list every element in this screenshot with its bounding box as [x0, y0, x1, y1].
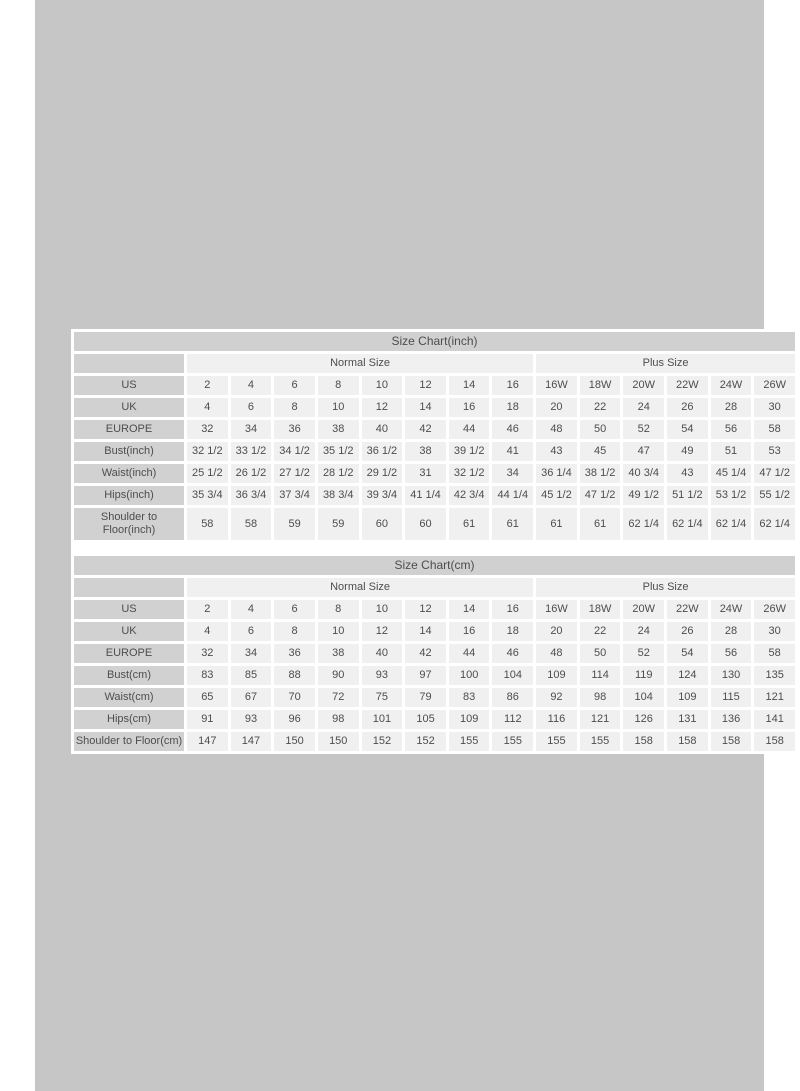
data-cell: 29 1/2 [362, 464, 403, 483]
data-cell: 24 [623, 622, 664, 641]
data-cell: 45 1/2 [536, 486, 577, 505]
data-cell: 38 3/4 [318, 486, 359, 505]
row-label: UK [74, 398, 184, 417]
data-cell: 58 [187, 508, 228, 540]
data-cell: 158 [754, 732, 795, 751]
data-cell: 119 [623, 666, 664, 685]
data-cell: 39 1/2 [449, 442, 490, 461]
data-cell: 91 [187, 710, 228, 729]
data-cell: 26 [667, 622, 708, 641]
data-cell: 4 [231, 600, 272, 619]
data-cell: 61 [492, 508, 533, 540]
data-cell: 83 [449, 688, 490, 707]
data-cell: 155 [580, 732, 621, 751]
data-cell: 158 [711, 732, 752, 751]
data-cell: 16 [449, 398, 490, 417]
data-cell: 70 [274, 688, 315, 707]
data-cell: 90 [318, 666, 359, 685]
row-label: US [74, 600, 184, 619]
data-cell: 43 [536, 442, 577, 461]
data-cell: 12 [405, 600, 446, 619]
data-cell: 38 [318, 420, 359, 439]
data-cell: 48 [536, 644, 577, 663]
data-cell: 62 1/4 [623, 508, 664, 540]
data-cell: 121 [580, 710, 621, 729]
data-cell: 49 [667, 442, 708, 461]
data-cell: 2 [187, 600, 228, 619]
row-label: Waist(inch) [74, 464, 184, 483]
data-cell: 36 1/4 [536, 464, 577, 483]
data-cell: 24W [711, 600, 752, 619]
data-cell: 42 [405, 420, 446, 439]
data-cell: 34 [492, 464, 533, 483]
corner-cell [74, 354, 184, 373]
data-cell: 155 [449, 732, 490, 751]
data-cell: 93 [362, 666, 403, 685]
data-cell: 40 3/4 [623, 464, 664, 483]
data-cell: 18 [492, 398, 533, 417]
table-row [74, 710, 795, 729]
data-cell: 53 [754, 442, 795, 461]
group-header-normal-size: Normal Size [187, 354, 533, 373]
data-cell: 12 [362, 622, 403, 641]
data-cell: 135 [754, 666, 795, 685]
data-cell: 35 3/4 [187, 486, 228, 505]
data-cell: 72 [318, 688, 359, 707]
data-cell: 16 [449, 622, 490, 641]
data-cell: 114 [580, 666, 621, 685]
size-chart-cm-table [71, 553, 798, 754]
data-cell: 22W [667, 376, 708, 395]
data-cell: 43 [667, 464, 708, 483]
data-cell: 112 [492, 710, 533, 729]
data-cell: 38 [405, 442, 446, 461]
data-cell: 62 1/4 [667, 508, 708, 540]
data-cell: 50 [580, 644, 621, 663]
group-header-row [74, 578, 795, 597]
data-cell: 104 [492, 666, 533, 685]
data-cell: 8 [318, 376, 359, 395]
data-cell: 40 [362, 420, 403, 439]
data-cell: 47 1/2 [754, 464, 795, 483]
data-cell: 116 [536, 710, 577, 729]
data-cell: 12 [405, 376, 446, 395]
data-cell: 14 [405, 398, 446, 417]
data-cell: 83 [187, 666, 228, 685]
data-cell: 54 [667, 420, 708, 439]
data-cell: 42 3/4 [449, 486, 490, 505]
table-row [74, 600, 795, 619]
data-cell: 16W [536, 376, 577, 395]
data-cell: 34 [231, 644, 272, 663]
data-cell: 47 1/2 [580, 486, 621, 505]
data-cell: 32 1/2 [187, 442, 228, 461]
data-cell: 8 [274, 622, 315, 641]
data-cell: 36 [274, 644, 315, 663]
data-cell: 27 1/2 [274, 464, 315, 483]
data-cell: 6 [274, 600, 315, 619]
data-cell: 130 [711, 666, 752, 685]
data-cell: 79 [405, 688, 446, 707]
data-cell: 51 1/2 [667, 486, 708, 505]
data-cell: 44 [449, 644, 490, 663]
data-cell: 131 [667, 710, 708, 729]
data-cell: 105 [405, 710, 446, 729]
data-cell: 22 [580, 622, 621, 641]
data-cell: 152 [362, 732, 403, 751]
data-cell: 24W [711, 376, 752, 395]
data-cell: 93 [231, 710, 272, 729]
data-cell: 8 [274, 398, 315, 417]
data-cell: 42 [405, 644, 446, 663]
data-cell: 30 [754, 398, 795, 417]
data-cell: 4 [231, 376, 272, 395]
corner-cell [74, 578, 184, 597]
data-cell: 26W [754, 600, 795, 619]
table-row [74, 464, 795, 483]
data-cell: 22 [580, 398, 621, 417]
data-cell: 32 [187, 420, 228, 439]
data-cell: 32 1/2 [449, 464, 490, 483]
data-cell: 25 1/2 [187, 464, 228, 483]
data-cell: 18W [580, 600, 621, 619]
data-cell: 98 [580, 688, 621, 707]
data-cell: 62 1/4 [711, 508, 752, 540]
data-cell: 46 [492, 420, 533, 439]
data-cell: 20 [536, 622, 577, 641]
data-cell: 44 [449, 420, 490, 439]
data-cell: 47 [623, 442, 664, 461]
data-cell: 101 [362, 710, 403, 729]
data-cell: 61 [580, 508, 621, 540]
table-row [74, 508, 795, 540]
data-cell: 28 [711, 622, 752, 641]
data-cell: 58 [754, 644, 795, 663]
data-cell: 16 [492, 376, 533, 395]
data-cell: 35 1/2 [318, 442, 359, 461]
data-cell: 46 [492, 644, 533, 663]
data-cell: 97 [405, 666, 446, 685]
data-cell: 38 [318, 644, 359, 663]
data-cell: 28 1/2 [318, 464, 359, 483]
table-row [74, 688, 795, 707]
data-cell: 141 [754, 710, 795, 729]
data-cell: 85 [231, 666, 272, 685]
data-cell: 124 [667, 666, 708, 685]
data-cell: 60 [362, 508, 403, 540]
data-cell: 38 1/2 [580, 464, 621, 483]
data-cell: 28 [711, 398, 752, 417]
data-cell: 104 [623, 688, 664, 707]
data-cell: 33 1/2 [231, 442, 272, 461]
data-cell: 26W [754, 376, 795, 395]
group-header-plus-size: Plus Size [536, 578, 795, 597]
data-cell: 136 [711, 710, 752, 729]
data-cell: 4 [187, 622, 228, 641]
table-row [74, 622, 795, 641]
row-label: EUROPE [74, 420, 184, 439]
data-cell: 61 [449, 508, 490, 540]
data-cell: 109 [536, 666, 577, 685]
data-cell: 16 [492, 600, 533, 619]
row-label: Hips(inch) [74, 486, 184, 505]
data-cell: 52 [623, 644, 664, 663]
data-cell: 14 [449, 600, 490, 619]
data-cell: 4 [187, 398, 228, 417]
row-label: US [74, 376, 184, 395]
data-cell: 14 [405, 622, 446, 641]
data-cell: 59 [318, 508, 359, 540]
row-label: Shoulder to Floor(inch) [74, 508, 184, 540]
data-cell: 126 [623, 710, 664, 729]
row-label: Hips(cm) [74, 710, 184, 729]
data-cell: 6 [274, 376, 315, 395]
data-cell: 115 [711, 688, 752, 707]
data-cell: 96 [274, 710, 315, 729]
data-cell: 155 [492, 732, 533, 751]
data-cell: 14 [449, 376, 490, 395]
data-cell: 20 [536, 398, 577, 417]
data-cell: 158 [623, 732, 664, 751]
table-row [74, 666, 795, 685]
data-cell: 18 [492, 622, 533, 641]
group-header-row [74, 354, 795, 373]
data-cell: 36 3/4 [231, 486, 272, 505]
data-cell: 36 1/2 [362, 442, 403, 461]
data-cell: 49 1/2 [623, 486, 664, 505]
data-cell: 152 [405, 732, 446, 751]
data-cell: 22W [667, 600, 708, 619]
data-cell: 10 [318, 622, 359, 641]
data-cell: 58 [231, 508, 272, 540]
product-image-gray-background [35, 0, 790, 1091]
table-title: Size Chart(inch) [74, 332, 795, 351]
table-row [74, 376, 795, 395]
data-cell: 50 [580, 420, 621, 439]
data-cell: 53 1/2 [711, 486, 752, 505]
data-cell: 60 [405, 508, 446, 540]
row-label: Waist(cm) [74, 688, 184, 707]
data-cell: 18W [580, 376, 621, 395]
data-cell: 51 [711, 442, 752, 461]
data-cell: 61 [536, 508, 577, 540]
data-cell: 92 [536, 688, 577, 707]
data-cell: 37 3/4 [274, 486, 315, 505]
data-cell: 75 [362, 688, 403, 707]
row-label: UK [74, 622, 184, 641]
data-cell: 32 [187, 644, 228, 663]
data-cell: 147 [231, 732, 272, 751]
data-cell: 39 3/4 [362, 486, 403, 505]
row-label: Bust(inch) [74, 442, 184, 461]
data-cell: 26 [667, 398, 708, 417]
data-cell: 67 [231, 688, 272, 707]
row-label: EUROPE [74, 644, 184, 663]
data-cell: 65 [187, 688, 228, 707]
group-header-plus-size: Plus Size [536, 354, 795, 373]
data-cell: 109 [449, 710, 490, 729]
data-cell: 16W [536, 600, 577, 619]
data-cell: 45 [580, 442, 621, 461]
data-cell: 8 [318, 600, 359, 619]
table-title: Size Chart(cm) [74, 556, 795, 575]
table-row [74, 644, 795, 663]
table-title-row [74, 556, 795, 575]
table-title-row [74, 332, 795, 351]
data-cell: 98 [318, 710, 359, 729]
data-cell: 6 [231, 622, 272, 641]
data-cell: 56 [711, 420, 752, 439]
data-cell: 150 [274, 732, 315, 751]
table-row [74, 420, 795, 439]
row-label: Shoulder to Floor(cm) [74, 732, 184, 751]
size-chart-inch-table [71, 329, 798, 543]
data-cell: 41 [492, 442, 533, 461]
table-row [74, 442, 795, 461]
data-cell: 62 1/4 [754, 508, 795, 540]
data-cell: 20W [623, 600, 664, 619]
data-cell: 24 [623, 398, 664, 417]
table-row [74, 732, 795, 751]
data-cell: 30 [754, 622, 795, 641]
data-cell: 45 1/4 [711, 464, 752, 483]
data-cell: 56 [711, 644, 752, 663]
data-cell: 88 [274, 666, 315, 685]
data-cell: 41 1/4 [405, 486, 446, 505]
row-label: Bust(cm) [74, 666, 184, 685]
data-cell: 86 [492, 688, 533, 707]
data-cell: 54 [667, 644, 708, 663]
data-cell: 100 [449, 666, 490, 685]
data-cell: 10 [362, 376, 403, 395]
data-cell: 158 [667, 732, 708, 751]
data-cell: 6 [231, 398, 272, 417]
data-cell: 150 [318, 732, 359, 751]
data-cell: 34 [231, 420, 272, 439]
size-charts-container [71, 329, 798, 754]
data-cell: 20W [623, 376, 664, 395]
data-cell: 155 [536, 732, 577, 751]
data-cell: 31 [405, 464, 446, 483]
data-cell: 10 [318, 398, 359, 417]
group-header-normal-size: Normal Size [187, 578, 533, 597]
data-cell: 2 [187, 376, 228, 395]
data-cell: 44 1/4 [492, 486, 533, 505]
table-row [74, 398, 795, 417]
data-cell: 58 [754, 420, 795, 439]
data-cell: 59 [274, 508, 315, 540]
table-row [74, 486, 795, 505]
data-cell: 48 [536, 420, 577, 439]
data-cell: 55 1/2 [754, 486, 795, 505]
data-cell: 147 [187, 732, 228, 751]
data-cell: 26 1/2 [231, 464, 272, 483]
data-cell: 121 [754, 688, 795, 707]
data-cell: 34 1/2 [274, 442, 315, 461]
data-cell: 12 [362, 398, 403, 417]
data-cell: 40 [362, 644, 403, 663]
data-cell: 109 [667, 688, 708, 707]
data-cell: 36 [274, 420, 315, 439]
data-cell: 52 [623, 420, 664, 439]
data-cell: 10 [362, 600, 403, 619]
